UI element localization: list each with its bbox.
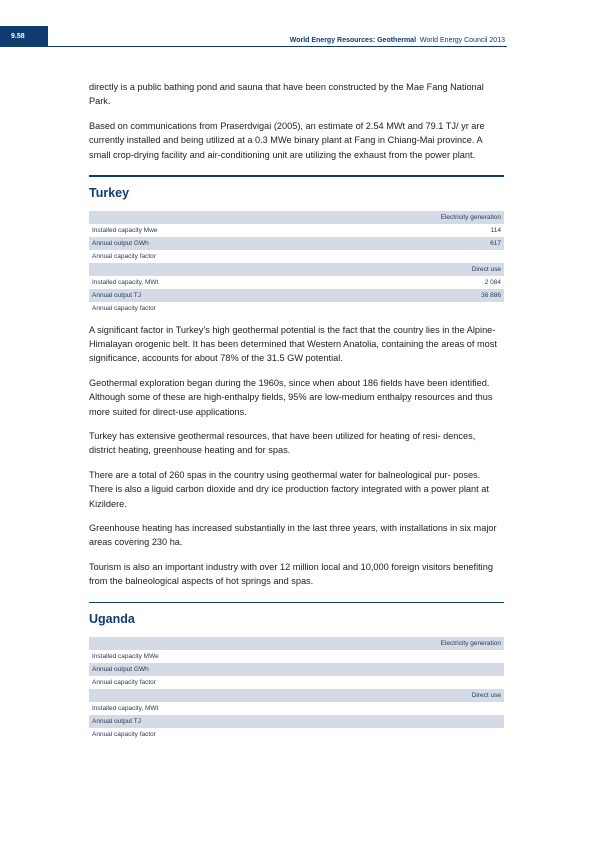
body-paragraph: Greenhouse heating has increased substantially in the last three years, with installations in six major areas covering 230 ha. (89, 523, 497, 548)
table-row (89, 237, 504, 250)
row-value: 114 (490, 226, 501, 234)
row-value: 36 886 (305, 289, 504, 302)
row-label: Annual capacity factor (92, 679, 156, 687)
row-label: Installed capacity, MWt (92, 705, 159, 713)
column-header: Direct use (306, 689, 504, 702)
row-label: Annual capacity factor (92, 304, 156, 312)
table-row (89, 250, 504, 263)
table-row (89, 224, 504, 237)
row-value: 2 084 (484, 278, 501, 286)
body-paragraph: There are a total of 260 spas in the country using geothermal water for balneological pur- poses. There is also a liguid carbon dioxide and dry ice production factory integrated with a power plant at Kizildere. (89, 469, 489, 509)
table-header-row (89, 263, 504, 276)
running-head-publisher: World Energy Council 2013 (419, 37, 505, 44)
row-label: Installed capacity MWe (92, 653, 159, 661)
intro-paragraph: directly is a public bathing pond and sauna that have been constructed by the Mae Fang National Park. (89, 82, 484, 107)
intro-paragraph: Based on communications from Praserdvigai (2005), an estimate of 2.54 MWt and 79.1 TJ/ yr are currently installed and being utilized at a 0.3 MWe binary plant at Fang in Chiang-Mai province. A small crop-drying facility and air-conditioning unit are utilizing the exhaust from the power plant. (89, 120, 485, 160)
table-row (89, 276, 504, 289)
table-row (89, 650, 504, 663)
main-content (89, 80, 504, 741)
column-header: Electricity generation (306, 637, 504, 650)
row-value: 617 (305, 237, 504, 250)
row-value (305, 302, 504, 315)
row-value (306, 663, 504, 676)
row-value (306, 650, 504, 663)
body-paragraph: A significant factor in Turkey’s high geothermal potential is the fact that the country lies in the Alpine-Himalayan orogenic belt. It has been determined that Western Anatolia, containing the areas of most significance, accounts for about 78% of the 31.5 GW potential. (89, 324, 497, 364)
column-header: Electricity generation (305, 211, 504, 224)
body-paragraph: Tourism is also an important industry with over 12 million local and 10,000 foreign visitors benefiting from the balneological aspects of hot springs and spas. (89, 561, 493, 587)
section-divider (89, 175, 504, 177)
column-header: Direct use (305, 263, 504, 276)
row-label: Annual capacity factor (92, 252, 156, 260)
table-row (89, 702, 504, 715)
table-row (89, 663, 504, 676)
table-header-row (89, 211, 504, 224)
row-value (305, 250, 504, 263)
row-label: Annual output GWh (89, 663, 306, 676)
row-label: Annual output TJ (89, 289, 305, 302)
table-row (89, 302, 504, 315)
table-row (89, 676, 504, 689)
section-divider (89, 602, 504, 604)
table-header-row (89, 637, 504, 650)
row-label: Annual capacity factor (92, 731, 156, 739)
table-row (89, 715, 504, 728)
row-value (306, 702, 504, 715)
row-label: Installed capacity, MWt (92, 278, 159, 286)
uganda-table (89, 637, 504, 741)
row-label: Annual output TJ (89, 715, 306, 728)
body-paragraph: Geothermal exploration began during the 1960s, since when about 186 fields have been identified. Although some of these are high-enthalpy fields, 95% are low-medium enthalpy resources and thus more suited for direct-use applications. (89, 377, 493, 417)
running-head (290, 37, 505, 44)
row-label: Annual output GWh (89, 237, 305, 250)
section-heading-turkey: Turkey (89, 185, 130, 200)
header-rule (48, 46, 507, 47)
row-value (306, 676, 504, 689)
section-heading-uganda: Uganda (89, 612, 135, 627)
running-head-title: World Energy Resources: Geothermal (289, 37, 417, 44)
table-row (89, 728, 504, 741)
table-header-row (89, 689, 504, 702)
row-value (306, 715, 504, 728)
row-value (306, 728, 504, 741)
table-row (89, 289, 504, 302)
page-number: 9.58 (0, 26, 48, 47)
row-label: Installed capacity Mwe (92, 226, 158, 234)
body-paragraph: Turkey has extensive geothermal resources, that have been utilized for heating of resi- dences, district heating, greenhouse heating and for spas. (89, 430, 476, 456)
turkey-table (89, 211, 504, 315)
